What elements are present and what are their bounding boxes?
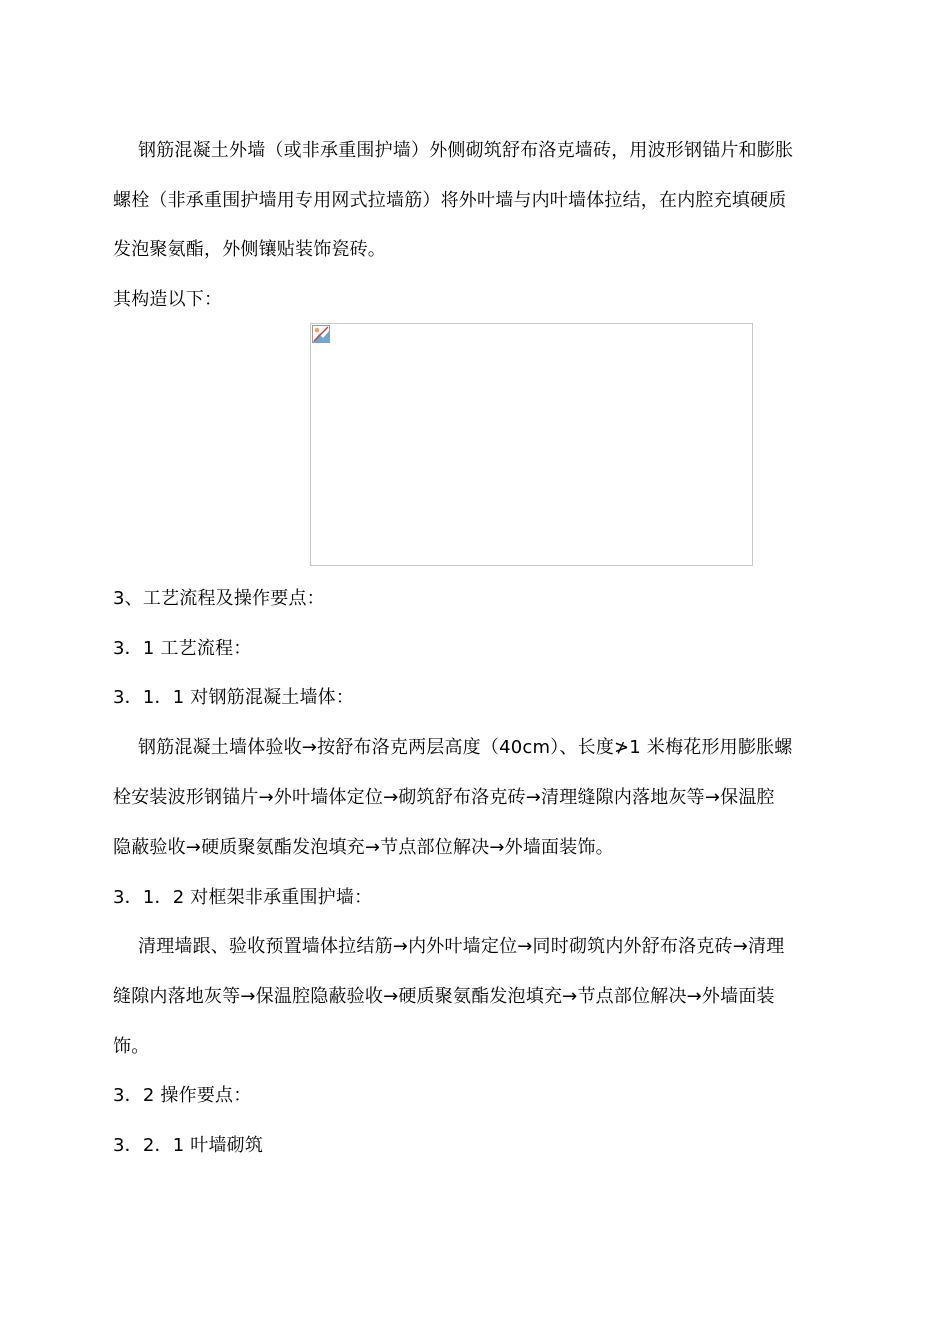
paragraph-1-line-1: 钢筋混凝土外墙（或非承重围护墙）外侧砌筑舒布洛克墙砖，用波形钢锚片和膨胀 [138,140,794,161]
paragraph-3-line-1: 清理墙跟、验收预置墙体拉结筋→内外叶墙定位→同时砌筑内外舒布洛克砖→清理 [138,936,785,957]
paragraph-3-line-3: 饰。 [113,1036,150,1057]
paragraph-1-line-3: 发泡聚氨酯，外侧镶贴装饰瓷砖。 [113,239,386,260]
section-3-title: 3、工艺流程及操作要点： [113,588,325,609]
paragraph-3-line-2: 缝隙内落地灰等→保温腔隐蔽验收→硬质聚氨酯发泡填充→节点部位解决→外墙面装 [113,986,775,1007]
section-3-2-1-title: 3．2．1 叶墙砌筑 [113,1135,264,1156]
section-3-2-title: 3．2 操作要点： [113,1085,252,1106]
paragraph-1-line-2: 螺栓（非承重围护墙用专用网式拉墙筋）将外叶墙与内叶墙体拉结，在内腔充填硬质 [113,190,787,211]
broken-image-icon [312,325,330,343]
structure-intro: 其构造以下： [113,289,223,310]
structure-figure-placeholder [310,323,753,566]
paragraph-2-line-2: 栓安装波形钢锚片→外叶墙体定位→砌筑舒布洛克砖→清理缝隙内落地灰等→保温腔 [113,787,775,808]
section-3-1-2-title: 3．1．2 对框架非承重围护墙： [113,887,373,908]
section-3-1-1-title: 3．1．1 对钢筋混凝土墙体： [113,687,355,708]
paragraph-2-line-3: 隐蔽验收→硬质聚氨酯发泡填充→节点部位解决→外墙面装饰。 [113,837,614,858]
section-3-1-title: 3．1 工艺流程： [113,638,252,659]
paragraph-2-line-1: 钢筋混凝土墙体验收→按舒布洛克两层高度（40cm）、长度≯1 米梅花形用膨胀螺 [138,737,793,758]
